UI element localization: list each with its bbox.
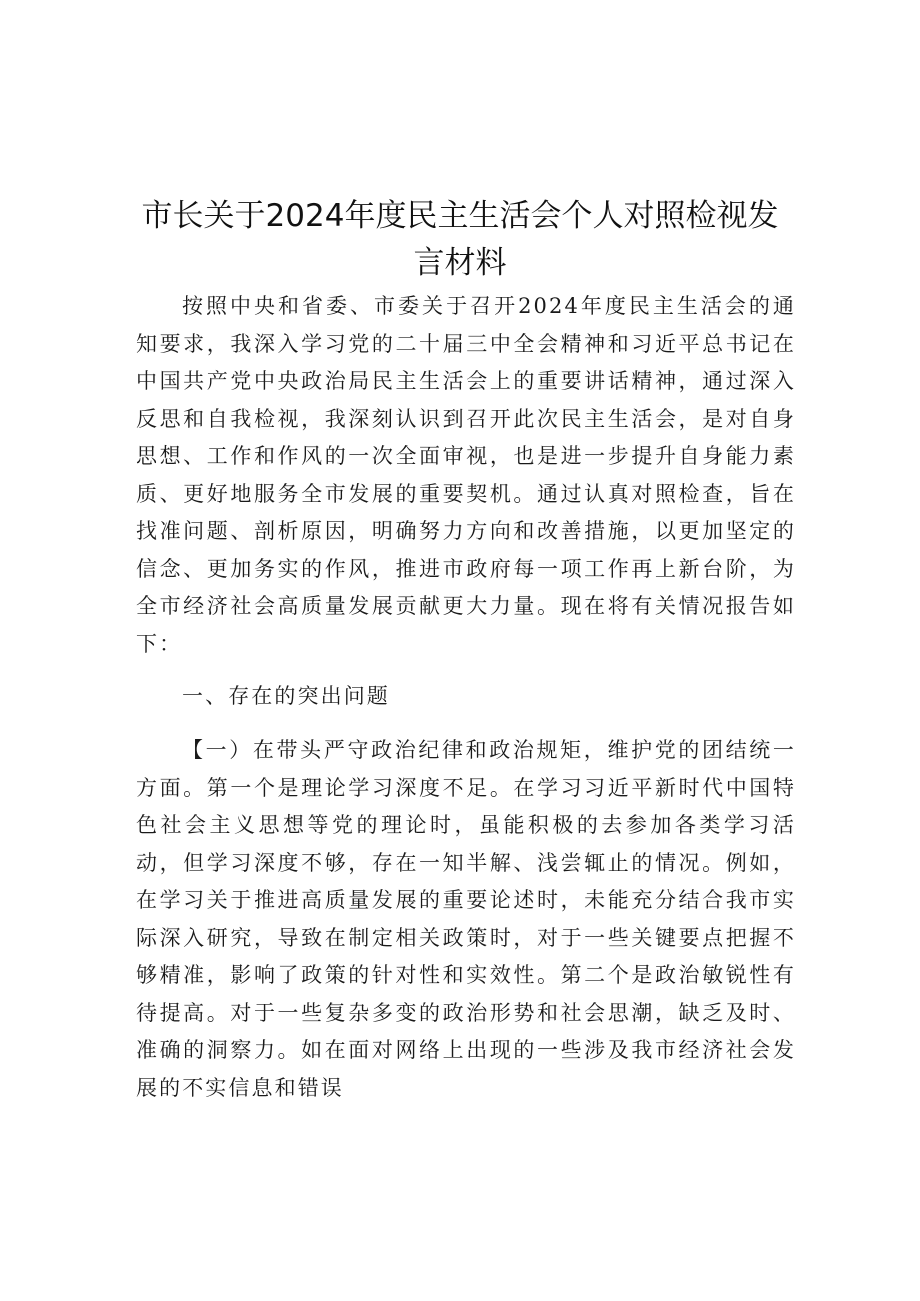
intro-paragraph: 按照中央和省委、市委关于召开2024年度民主生活会的通知要求，我深入学习党的二十届三中全会精神和习近平总书记在中国共产党中央政治局民主生活会上的重要讲话精神，通过深入反思和自我检视，我深刻认识到召开此次民主生活会，是对自身思想、工作和作风的一次全面审视，也是进一步提升自身能力素质、更好地服务全市发展的重要契机。通过认真对照检查，旨在找准问题、剖析原因，明确努力方向和改善措施，以更加坚定的信念、更加务实的作风，推进市政府每一项工作再上新台阶，为全市经济社会高质量发展贡献更大力量。现在将有关情况报告如下： xyxy=(136,294,796,656)
section-heading: 一、存在的突出问题 xyxy=(182,684,390,708)
section-paragraph: 【一）在带头严守政治纪律和政治规矩，维护党的团结统一方面。第一个是理论学习深度不足。在学习习近平新时代中国特色社会主义思想等党的理论时，虽能积极的去参加各类学习活动，但学习深度不够，存在一知半解、浅尝辄止的情况。例如，在学习关于推进高质量发展的重要论述时，未能充分结合我市实际深入研究，导致在制定相关政策时，对于一些关键要点把握不够精准，影响了政策的针对性和实效性。第二个是政治敏锐性有待提高。对于一些复杂多变的政治形势和社会思潮，缺乏及时、准确的洞察力。如在面对网络上出现的一些涉及我市经济社会发展的不实信息和错误 xyxy=(136,738,796,1100)
document-title-line-1: 市长关于2024年度民主生活会个人对照检视发 xyxy=(141,198,779,234)
document-title-line-2: 言材料 xyxy=(413,245,507,281)
